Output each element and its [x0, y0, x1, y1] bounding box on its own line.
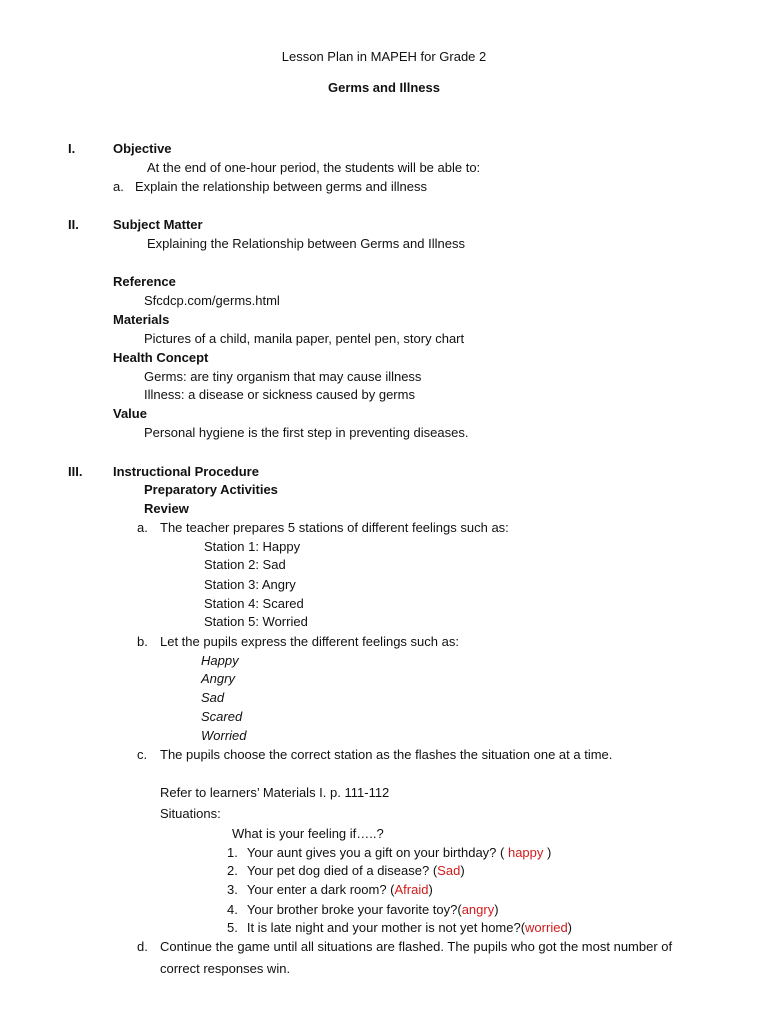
item-a-text: The teacher prepares 5 stations of different feelings such as:: [160, 520, 509, 535]
situation-text: Your enter a dark room? (: [246, 882, 395, 897]
situation-item: [227, 846, 551, 859]
situation-close: ): [543, 845, 552, 860]
objective-item-marker: a.: [113, 179, 124, 194]
feeling-item: Scared: [201, 709, 243, 724]
situation-text: Your pet dog died of a disease? (: [246, 863, 438, 878]
health-concept-illness: Illness: a disease or sickness caused by germs: [144, 387, 415, 402]
station-item: Station 3: Angry: [204, 577, 296, 592]
objective-item-text: Explain the relationship between germs and illness: [135, 179, 427, 194]
situation-answer: Afraid: [394, 882, 429, 897]
materials-value: Pictures of a child, manila paper, pentel pen, story chart: [144, 331, 465, 346]
situation-number: 3.: [227, 882, 238, 897]
situation-answer: angry: [461, 902, 495, 917]
item-b-marker: b.: [137, 634, 148, 649]
document-title: Lesson Plan in MAPEH for Grade 2: [281, 49, 487, 64]
situation-number: 4.: [227, 902, 238, 917]
item-d-text-line2: correct responses win.: [160, 961, 291, 976]
health-concept-label: Health Concept: [113, 350, 209, 365]
situation-close: ): [460, 863, 465, 878]
review-heading: Review: [144, 501, 189, 516]
situation-number: 1.: [227, 845, 238, 860]
situation-answer: worried: [525, 920, 568, 935]
learners-materials-reference: Refer to learners’ Materials I. p. 111-112: [160, 785, 390, 800]
section-numeral-2: II.: [68, 217, 79, 232]
situation-close: ): [428, 882, 433, 897]
item-b-text: Let the pupils express the different feelings such as:: [160, 634, 459, 649]
situation-answer: Sad: [437, 863, 461, 878]
section-numeral-1: I.: [68, 141, 76, 156]
feeling-item: Worried: [201, 728, 247, 743]
objective-heading: Objective: [113, 141, 172, 156]
materials-label: Materials: [113, 312, 170, 327]
station-item: Station 4: Scared: [204, 596, 304, 611]
feeling-item: Sad: [201, 690, 225, 705]
objective-intro: At the end of one-hour period, the students will be able to:: [147, 160, 481, 175]
situations-question: What is your feeling if…..?: [232, 826, 384, 841]
situation-close: ): [567, 920, 573, 935]
situation-number: 2.: [227, 863, 238, 878]
section-numeral-3: III.: [68, 464, 83, 479]
feeling-item: Happy: [201, 653, 239, 668]
subject-matter-heading: Subject Matter: [113, 217, 203, 232]
situation-text: Your aunt gives you a gift on your birthday? (: [246, 845, 508, 860]
item-c-marker: c.: [137, 747, 148, 762]
situation-item: [227, 864, 465, 877]
document-subtitle: Germs and Illness: [328, 80, 440, 95]
health-concept-germs: Germs: are tiny organism that may cause illness: [144, 369, 422, 384]
item-d-text-line1: Continue the game until all situations are flashed. The pupils who got the most number of: [160, 939, 673, 954]
value-label: Value: [113, 406, 147, 421]
situation-close: ): [494, 902, 499, 917]
station-item: Station 1: Happy: [204, 539, 301, 554]
reference-label: Reference: [113, 274, 176, 289]
situations-label: Situations:: [160, 806, 221, 821]
subject-matter-topic: Explaining the Relationship between Germs and Illness: [147, 236, 465, 251]
preparatory-activities-heading: Preparatory Activities: [144, 482, 278, 497]
procedure-heading: Instructional Procedure: [113, 464, 259, 479]
station-item: Station 5: Worried: [204, 614, 308, 629]
station-item: Station 2: Sad: [204, 557, 286, 572]
feeling-item: Angry: [201, 671, 235, 686]
situation-item: [227, 883, 433, 896]
item-d-marker: d.: [137, 939, 148, 954]
item-c-text: The pupils choose the correct station as the flashes the situation one at a time.: [160, 747, 613, 762]
item-a-marker: a.: [137, 520, 148, 535]
situation-text: It is late night and your mother is not yet home?(: [246, 920, 526, 935]
situation-text: Your brother broke your favorite toy?(: [246, 902, 462, 917]
situation-item: [227, 921, 572, 934]
value-text: Personal hygiene is the first step in preventing diseases.: [144, 425, 469, 440]
reference-value: Sfcdcp.com/germs.html: [144, 293, 280, 308]
situation-item: [227, 903, 499, 916]
situation-number: 5.: [227, 920, 238, 935]
situation-answer: happy: [507, 845, 544, 860]
